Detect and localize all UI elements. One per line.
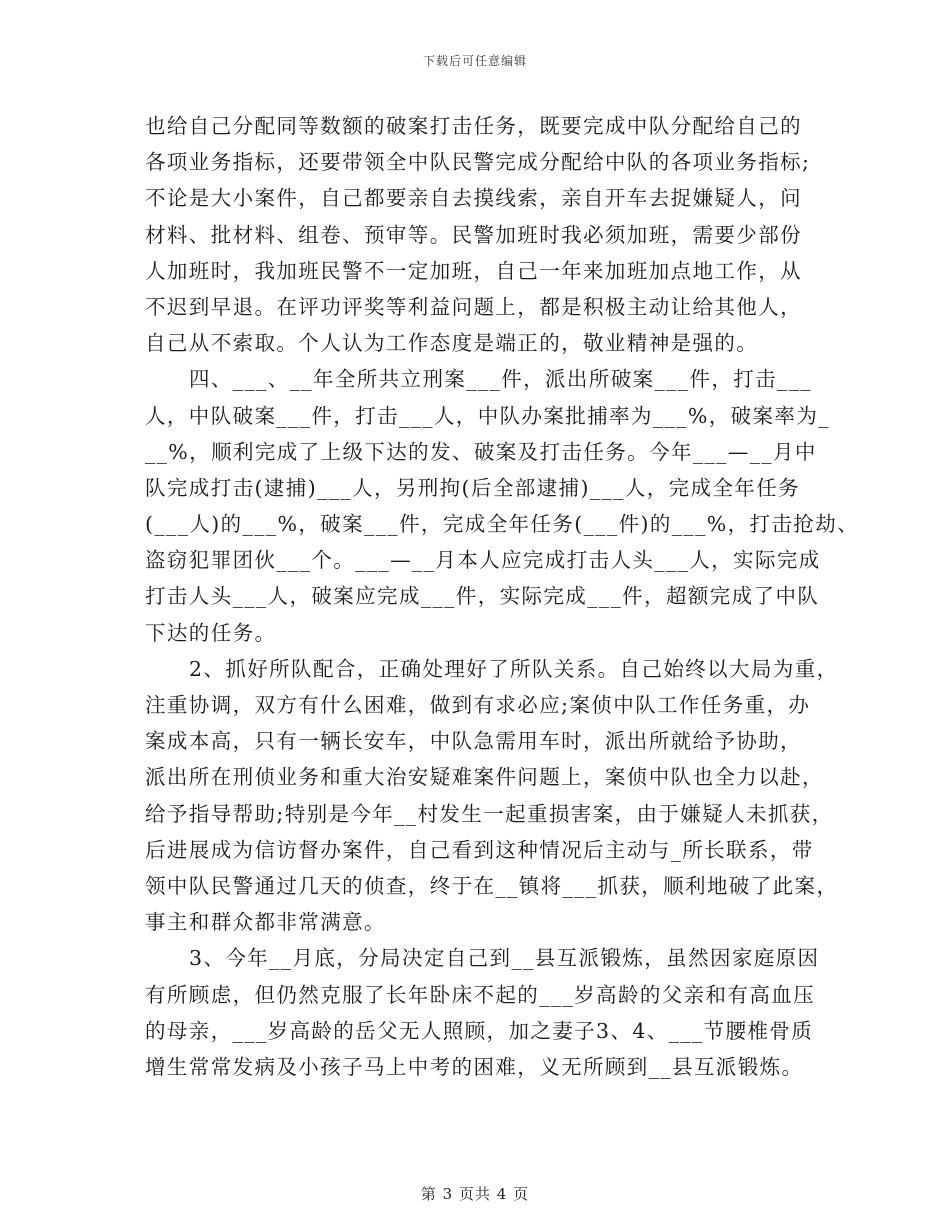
text-line: 打击人头___人，破案应完成___件，实际完成___件，超额完成了中队 xyxy=(145,584,820,609)
paragraph-first-line: 四、___、__年全所共立刑案___件，派出所破案___件，打击___ xyxy=(189,367,812,392)
page-header: 下载后可任意编辑 xyxy=(422,54,527,68)
text-line: 人，中队破案___件，打击___人，中队办案批捕率为___%，破案率为_ xyxy=(145,403,830,428)
text-line: 注重协调，双方有什么困难，做到有求必应;案侦中队工作任务重，办 xyxy=(145,693,811,717)
text-line: 后进展成为信访督办案件，自己看到这种情况后主动与_所长联系，带 xyxy=(145,837,814,862)
text-line: 有所顾虑，但仍然克服了长年卧床不起的___岁高龄的父亲和有高血压 xyxy=(145,982,816,1007)
paragraph-first-line: 2、抓好所队配合，正确处理好了所队关系。自己始终以大局为重， xyxy=(189,656,839,681)
text-line: 领中队民警通过几天的侦查，终于在__镇将___抓获，顺利地破了此案， xyxy=(145,873,839,898)
text-line: 下达的任务。 xyxy=(145,620,277,645)
text-line: 派出所在刑侦业务和重大治安疑难案件问题上，案侦中队也全力以赴， xyxy=(145,765,824,790)
text-line: 案成本高，只有一辆长安车，中队急需用车时，派出所就给予协助， xyxy=(145,729,802,754)
text-line: 队完成打击(逮捕)___人，另刑拘(后全部逮捕)___人，完成全年任务 xyxy=(145,475,800,500)
text-line: 材料、批材料、组卷、预审等。民警加班时我必须加班，需要少部份 xyxy=(145,222,802,247)
text-line: (___人)的___%，破案___件，完成全年任务(___件)的___%，打击抢劫、 xyxy=(145,512,859,537)
text-line: 的母亲，___岁高龄的岳父无人照顾，加之妻子3、4、___节腰椎骨质 xyxy=(145,1018,814,1043)
text-line: 盗窃犯罪团伙___个。___—__月本人应完成打击人头___人，实际完成 xyxy=(145,548,821,573)
text-line: 人加班时，我加班民警不一定加班，自己一年来加班加点地工作，从 xyxy=(145,258,802,283)
page-footer: 第 3 页共 4 页 xyxy=(420,1185,530,1203)
document-body xyxy=(145,108,859,1085)
text-line: 不论是大小案件，自己都要亲自去摸线索，亲自开车去捉嫌疑人，问 xyxy=(145,186,802,211)
text-line: __%，顺利完成了上级下达的发、破案及打击任务。今年___—__月中 xyxy=(145,439,817,464)
text-line: 增生常常发病及小孩子马上中考的困难，义无所顾到__县互派锻炼。 xyxy=(145,1054,804,1079)
text-line: 事主和群众都非常满意。 xyxy=(145,910,386,935)
text-line: 也给自己分配同等数额的破案打击任务，既要完成中队分配给自己的 xyxy=(145,114,802,138)
text-line: 各项业务指标，还要带领全中队民警完成分配给中队的各项业务指标; xyxy=(145,150,811,175)
text-line: 不迟到早退。在评功评奖等利益问题上，都是积极主动让给其他人， xyxy=(145,294,802,319)
paragraph-first-line: 3、今年__月底，分局决定自己到__县互派锻炼，虽然因家庭原因 xyxy=(189,946,820,971)
text-line: 给予指导帮助;特别是今年__村发生一起重损害案，由于嫌疑人未抓获， xyxy=(145,801,834,826)
text-line: 自己从不索取。个人认为工作态度是端正的，敬业精神是强的。 xyxy=(145,331,759,356)
